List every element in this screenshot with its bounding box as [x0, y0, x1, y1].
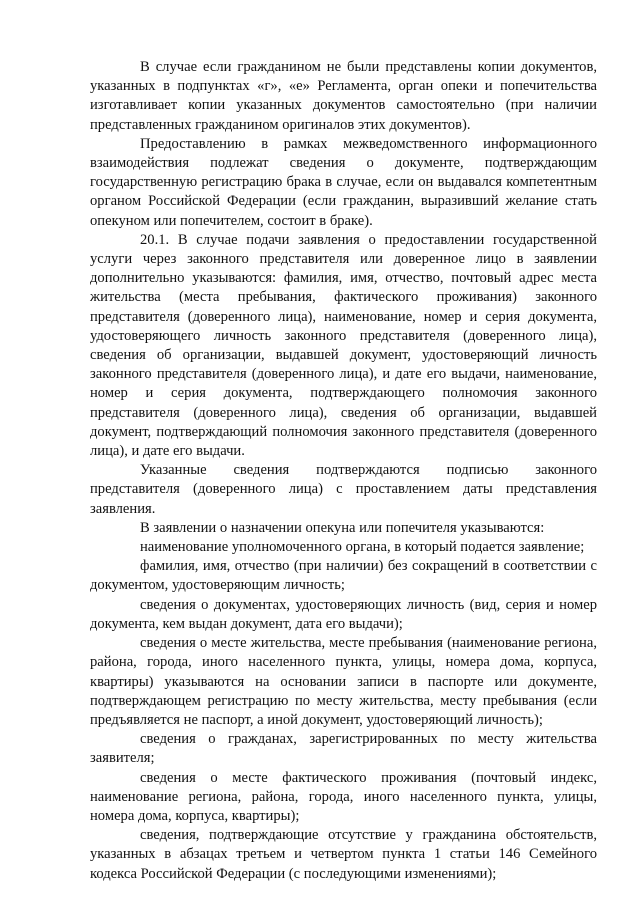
list-item-residence: сведения о месте жительства, месте пребывания (наименование региона, района, города, иного населенного пункта, улицы, номера дома, корпуса, квартиры) указываются на основании записи в паспорте или документе, подтверждающем регистрацию по месту жительства, месту пребывания (если предъявляется не паспорт, а иной документ, удостоверяющий личность);: [90, 635, 597, 728]
paragraph-application-contents-intro: В заявлении о назначении опекуна или попечителя указываются:: [140, 519, 545, 536]
document-page: [90, 58, 597, 884]
paragraph-signature-confirmation: Указанные сведения подтверждаются подписью законного представителя (доверенного лица) с проставлением даты представления заявления.: [90, 462, 597, 517]
list-item-family-code-circumstances: сведения, подтверждающие отсутствие у гражданина обстоятельств, указанных в абзацах третьем и четвертом пункта 1 статьи 146 Семейного кодекса Российской Федерации (с последующими изменениями);: [90, 827, 597, 882]
paragraph-copies-of-documents: В случае если гражданином не были представлены копии документов, указанных в подпунктах «г», «е» Регламента, орган опеки и попечительства изготавливает копии указанных документов самостоятельно (при наличии представленных гражданином оригиналов этих документов).: [90, 59, 597, 133]
list-item-authority-name: наименование уполномоченного органа, в который подается заявление;: [140, 539, 585, 556]
list-item-registered-citizens: сведения о гражданах, зарегистрированных по месту жительства заявителя;: [90, 731, 597, 767]
paragraph-20-1-representative: 20.1. В случае подачи заявления о предоставлении государственной услуги через законного представителя или доверенное лицо в заявлении дополнительно указываются: фамилия, имя, отчество, почтовый адрес места жительства (места пребывания, фактического проживания) законного представителя (доверенного лица), наименование, номер и серия документа, удостоверяющего личность законного представителя (доверенного лица), сведения об организации, выдавшей документ, удостоверяющий личность законного представителя (доверенного лица), и дате его выдачи, наименование, номер и серия документа, подтверждающего полномочия законного представителя (доверенного лица), сведения об организации, выдавшей документ, подтверждающий полномочия законного представителя (доверенного лица), и дате его выдачи.: [90, 231, 597, 460]
list-item-actual-residence: сведения о месте фактического проживания (почтовый индекс, наименование региона, района, города, иного населенного пункта, улицы, номера дома, корпуса, квартиры);: [90, 769, 597, 824]
list-item-full-name: фамилия, имя, отчество (при наличии) без сокращений в соответствии с документом, удостоверяющим личность;: [90, 558, 597, 594]
paragraph-interagency-marriage: Предоставлению в рамках межведомственного информационного взаимодействия подлежат сведения о документе, подтверждающим государственную регистрацию брака в случае, если он выдавался компетентным органом Российской Федерации (если гражданин, выразивший желание стать опекуном или попечителем, состоит в браке).: [90, 135, 597, 229]
list-item-identity-documents: сведения о документах, удостоверяющих личность (вид, серия и номер документа, кем выдан документ, дата его выдачи);: [90, 596, 597, 632]
